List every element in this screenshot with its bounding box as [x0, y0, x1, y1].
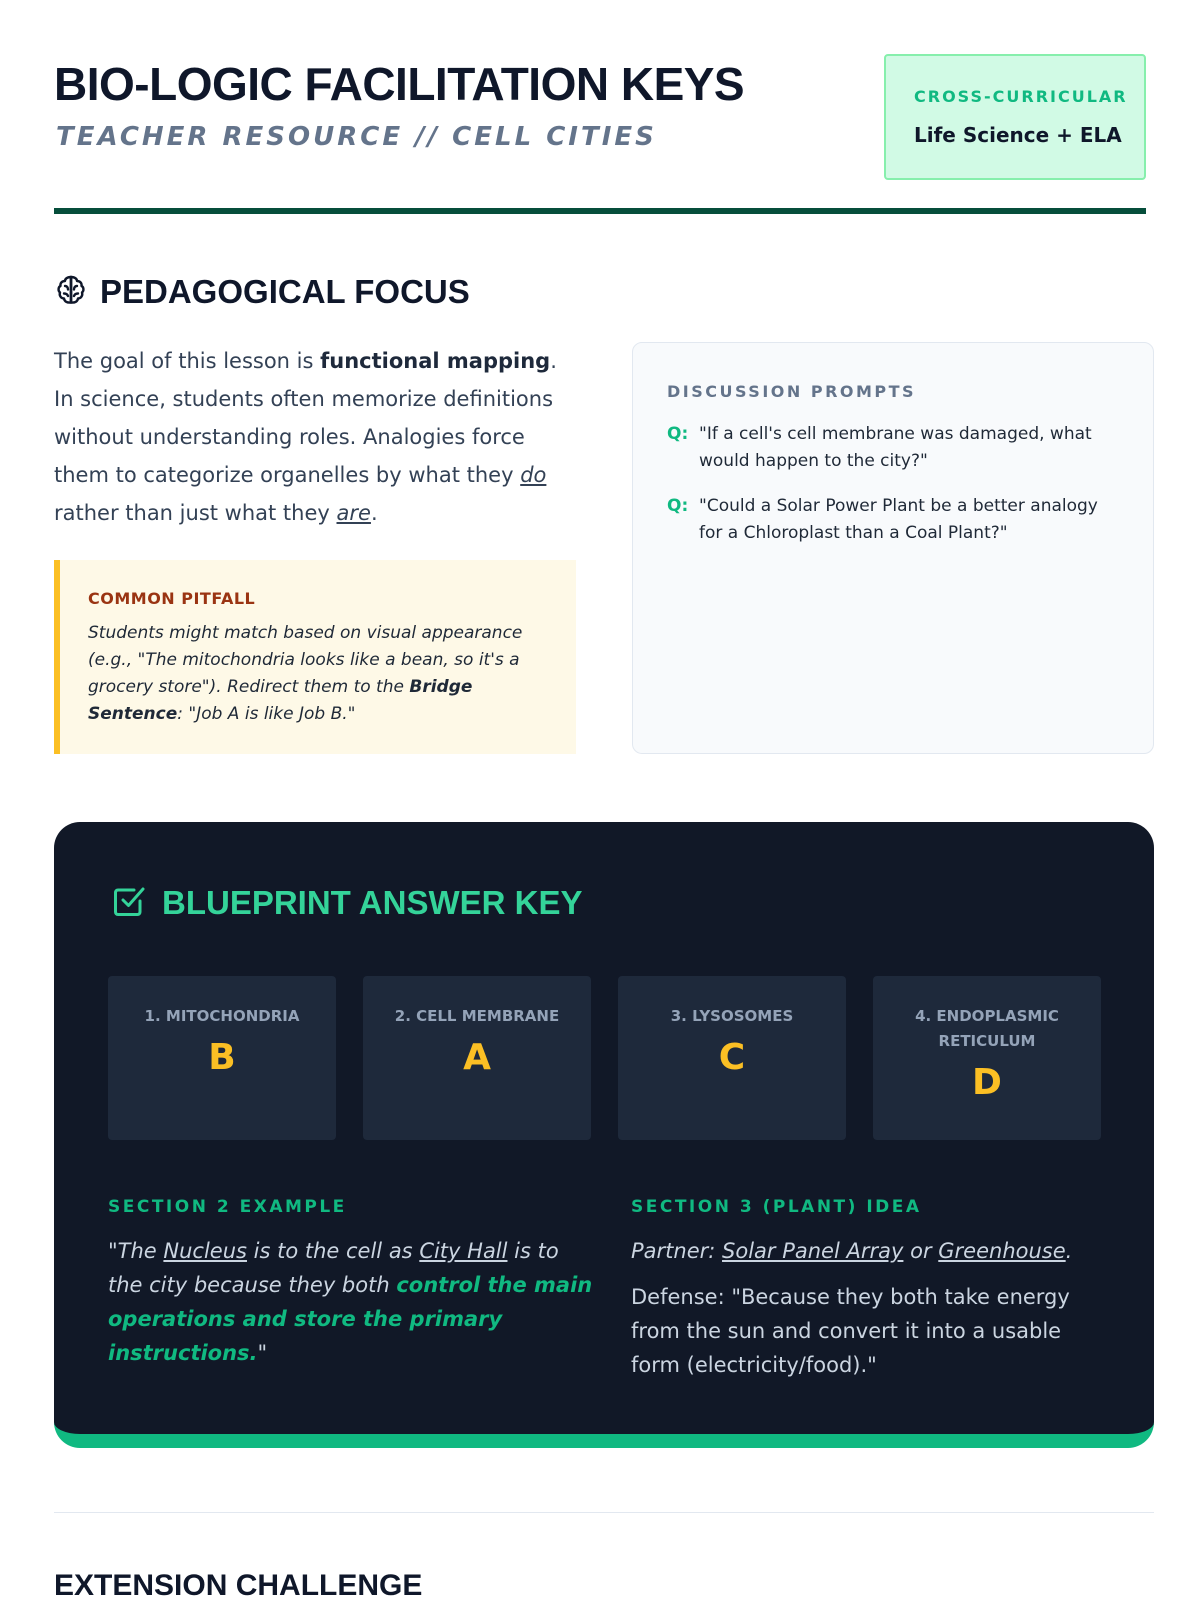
card-label: 3. LYSOSOMES: [670, 1007, 794, 1025]
prompt-item: [667, 493, 1121, 547]
intro-underline: are: [336, 501, 371, 525]
card-answer: C: [718, 1037, 746, 1078]
discussion-prompts-card: [632, 342, 1154, 754]
answer-key-heading: [110, 882, 582, 924]
page-header: [54, 0, 1146, 214]
partner-text: Partner:: [631, 1239, 723, 1263]
example-text: "The: [108, 1239, 164, 1263]
card-answer: B: [208, 1037, 236, 1078]
answer-cards: [108, 976, 1101, 1140]
prompt-text: "Could a Solar Power Plant be a better analogy for a Chloroplast than a Coal Plant?": [699, 496, 1098, 543]
section-title: PEDAGOGICAL FOCUS: [100, 273, 470, 310]
card-answer: A: [463, 1037, 491, 1078]
intro-text: . In science, students often memorize definitions without understanding roles. Analogies force them to categorize organelles by what they: [54, 349, 557, 487]
partner-text: or: [903, 1239, 939, 1263]
intro-emphasis: functional mapping: [320, 349, 551, 373]
pedagogical-focus-heading: [54, 272, 470, 312]
badge-value: Life Science + ELA: [914, 123, 1122, 147]
page-subtitle: TEACHER RESOURCE // CELL CITIES: [56, 122, 657, 152]
header-divider: [54, 208, 1146, 214]
prompts-label: DISCUSSION PROMPTS: [667, 382, 917, 401]
prompt-q-marker: Q:: [667, 424, 689, 444]
intro-underline: do: [520, 463, 547, 487]
example-underline: City Hall: [419, 1239, 508, 1263]
section2-label: SECTION 2 EXAMPLE: [108, 1197, 347, 1217]
prompt-item: [667, 421, 1121, 475]
card-label: 1. MITOCHONDRIA: [144, 1007, 300, 1025]
subject-badge: [884, 54, 1146, 180]
answer-card: [363, 976, 591, 1140]
badge-label: CROSS-CURRICULAR: [914, 87, 1128, 106]
card-label: 2. CELL MEMBRANE: [394, 1007, 560, 1025]
section2-example: [108, 1234, 598, 1370]
intro-text: The goal of this lesson is: [54, 349, 321, 373]
section3-partner: [631, 1234, 1111, 1268]
extension-challenge-heading: EXTENSION CHALLENGE: [54, 1569, 423, 1600]
intro-text: rather than just what they: [54, 501, 337, 525]
prompt-text: "If a cell's cell membrane was damaged, what would happen to the city?": [699, 424, 1092, 471]
example-highlight: control the main operations and store the primary instructions.: [108, 1273, 593, 1365]
prompt-q-marker: Q:: [667, 496, 689, 516]
brain-icon: [54, 273, 100, 311]
page-title: BIO-LOGIC FACILITATION KEYS: [54, 58, 745, 110]
partner-option: Greenhouse: [938, 1239, 1066, 1263]
intro-text: .: [370, 501, 378, 525]
example-text: ": [257, 1341, 268, 1365]
answer-card: [873, 976, 1101, 1140]
pitfall-text-part: Students might match based on visual appearance (e.g., "The mitochondria looks like a bean, so it's a grocery store"). Redirect them to the: [88, 623, 523, 697]
example-text: is to the cell as: [246, 1239, 420, 1263]
example-text: is to the city because they both: [108, 1239, 559, 1297]
card-answer: D: [972, 1062, 1002, 1103]
card-label: 4. ENDOPLASMIC RETICULUM: [915, 1007, 1059, 1050]
section3-defense: Defense: "Because they both take energy from the sun and convert it into a usable form (electricity/food).": [631, 1285, 1070, 1377]
pitfall-label: COMMON PITFALL: [88, 589, 256, 608]
lesson-goal-paragraph: [54, 342, 576, 532]
partner-text: .: [1065, 1239, 1073, 1263]
pitfall-emphasis: Bridge Sentence: [88, 677, 473, 724]
common-pitfall-callout: [54, 560, 576, 754]
blueprint-answer-key-panel: [54, 822, 1154, 1448]
example-underline: Nucleus: [163, 1239, 247, 1263]
partner-option: Solar Panel Array: [722, 1239, 904, 1263]
checkbox-icon: [110, 882, 162, 924]
answer-card: [618, 976, 846, 1140]
section3-label: SECTION 3 (PLANT) IDEA: [631, 1197, 922, 1217]
pitfall-text-part: : "Job A is like Job B.": [177, 704, 356, 724]
section-divider: [54, 1512, 1154, 1513]
pitfall-text: [88, 620, 548, 728]
answer-card: [108, 976, 336, 1140]
section-title: BLUEPRINT ANSWER KEY: [162, 884, 583, 921]
